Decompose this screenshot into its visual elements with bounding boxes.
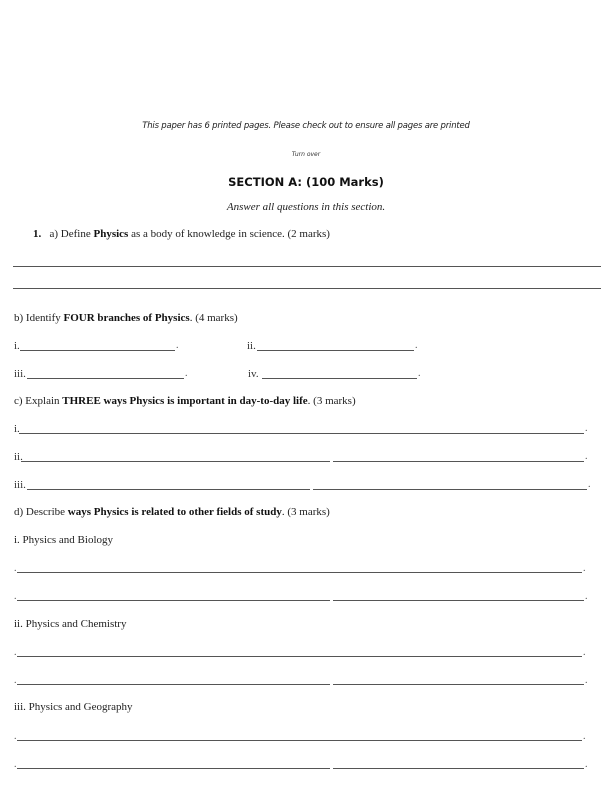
lead-dot: .: [14, 731, 17, 742]
question-1b: b) Identify FOUR branches of Physics. (4 marks): [14, 312, 238, 324]
answer-line-1c-iii-a[interactable]: [27, 489, 310, 490]
answer-line-1c-i[interactable]: [19, 433, 584, 434]
period: .: [585, 591, 588, 602]
branch-label-iv: iv.: [248, 368, 259, 380]
answer-line-1d-ii-2a[interactable]: [17, 684, 330, 685]
answer-line-1b-iv[interactable]: [262, 378, 417, 379]
answer-line-1d-i-2a[interactable]: [17, 600, 330, 601]
period: .: [185, 368, 188, 379]
lead-dot: .: [14, 591, 17, 602]
printed-pages-notice: This paper has 6 printed pages. Please check out to ensure all pages are printed: [142, 121, 470, 131]
subpart-physics-biology: i. Physics and Biology: [14, 534, 114, 546]
period: .: [415, 340, 418, 351]
lead-dot: .: [14, 563, 17, 574]
answer-line-1c-ii-b[interactable]: [333, 461, 584, 462]
branch-label-i: i.: [14, 340, 20, 352]
branch-label-ii: ii.: [247, 340, 256, 352]
answer-line-1b-iii[interactable]: [27, 378, 184, 379]
answer-line-1d-ii-2b[interactable]: [333, 684, 584, 685]
answer-line-1d-iii-2b[interactable]: [333, 768, 584, 769]
lead-dot: .: [14, 759, 17, 770]
answer-line-1d-iii-1[interactable]: [17, 740, 582, 741]
answer-line-1d-iii-2a[interactable]: [17, 768, 330, 769]
lead-dot: .: [14, 647, 17, 658]
answer-line-1c-ii-a[interactable]: [21, 461, 330, 462]
answer-line-1d-i-1[interactable]: [17, 572, 582, 573]
answer-line-1d-ii-1[interactable]: [17, 656, 582, 657]
section-title: SECTION A: (100 Marks): [228, 175, 384, 189]
turn-over-label: Turn over: [291, 151, 321, 158]
period: .: [588, 479, 591, 490]
branch-label-iii: iii.: [14, 368, 26, 380]
answer-line-1a-2[interactable]: [13, 288, 601, 289]
question-1c: c) Explain THREE ways Physics is important in day-to-day life. (3 marks): [14, 395, 356, 407]
importance-label-i: i.: [14, 423, 20, 435]
answer-line-1d-i-2b[interactable]: [333, 600, 584, 601]
period: .: [585, 675, 588, 686]
period: .: [583, 647, 586, 658]
subpart-physics-chemistry: ii. Physics and Chemistry: [14, 618, 127, 630]
period: .: [583, 731, 586, 742]
period: .: [583, 563, 586, 574]
answer-line-1b-ii[interactable]: [257, 350, 414, 351]
importance-label-iii: iii.: [14, 479, 26, 491]
answer-line-1b-i[interactable]: [20, 350, 175, 351]
subpart-physics-geography: iii. Physics and Geography: [14, 701, 133, 713]
question-1d: d) Describe ways Physics is related to other fields of study. (3 marks): [14, 506, 330, 518]
answer-line-1c-iii-b[interactable]: [313, 489, 587, 490]
period: .: [585, 451, 588, 462]
question-1a: 1. a) Define Physics as a body of knowledge in science. (2 marks): [33, 228, 330, 240]
period: .: [585, 423, 588, 434]
period: .: [585, 759, 588, 770]
period: .: [176, 340, 179, 351]
question-number: 1.: [33, 228, 42, 240]
period: .: [418, 368, 421, 379]
lead-dot: .: [14, 675, 17, 686]
answer-line-1a-1[interactable]: [13, 266, 601, 267]
importance-label-ii: ii.: [14, 451, 23, 463]
section-instruction: Answer all questions in this section.: [226, 201, 386, 213]
